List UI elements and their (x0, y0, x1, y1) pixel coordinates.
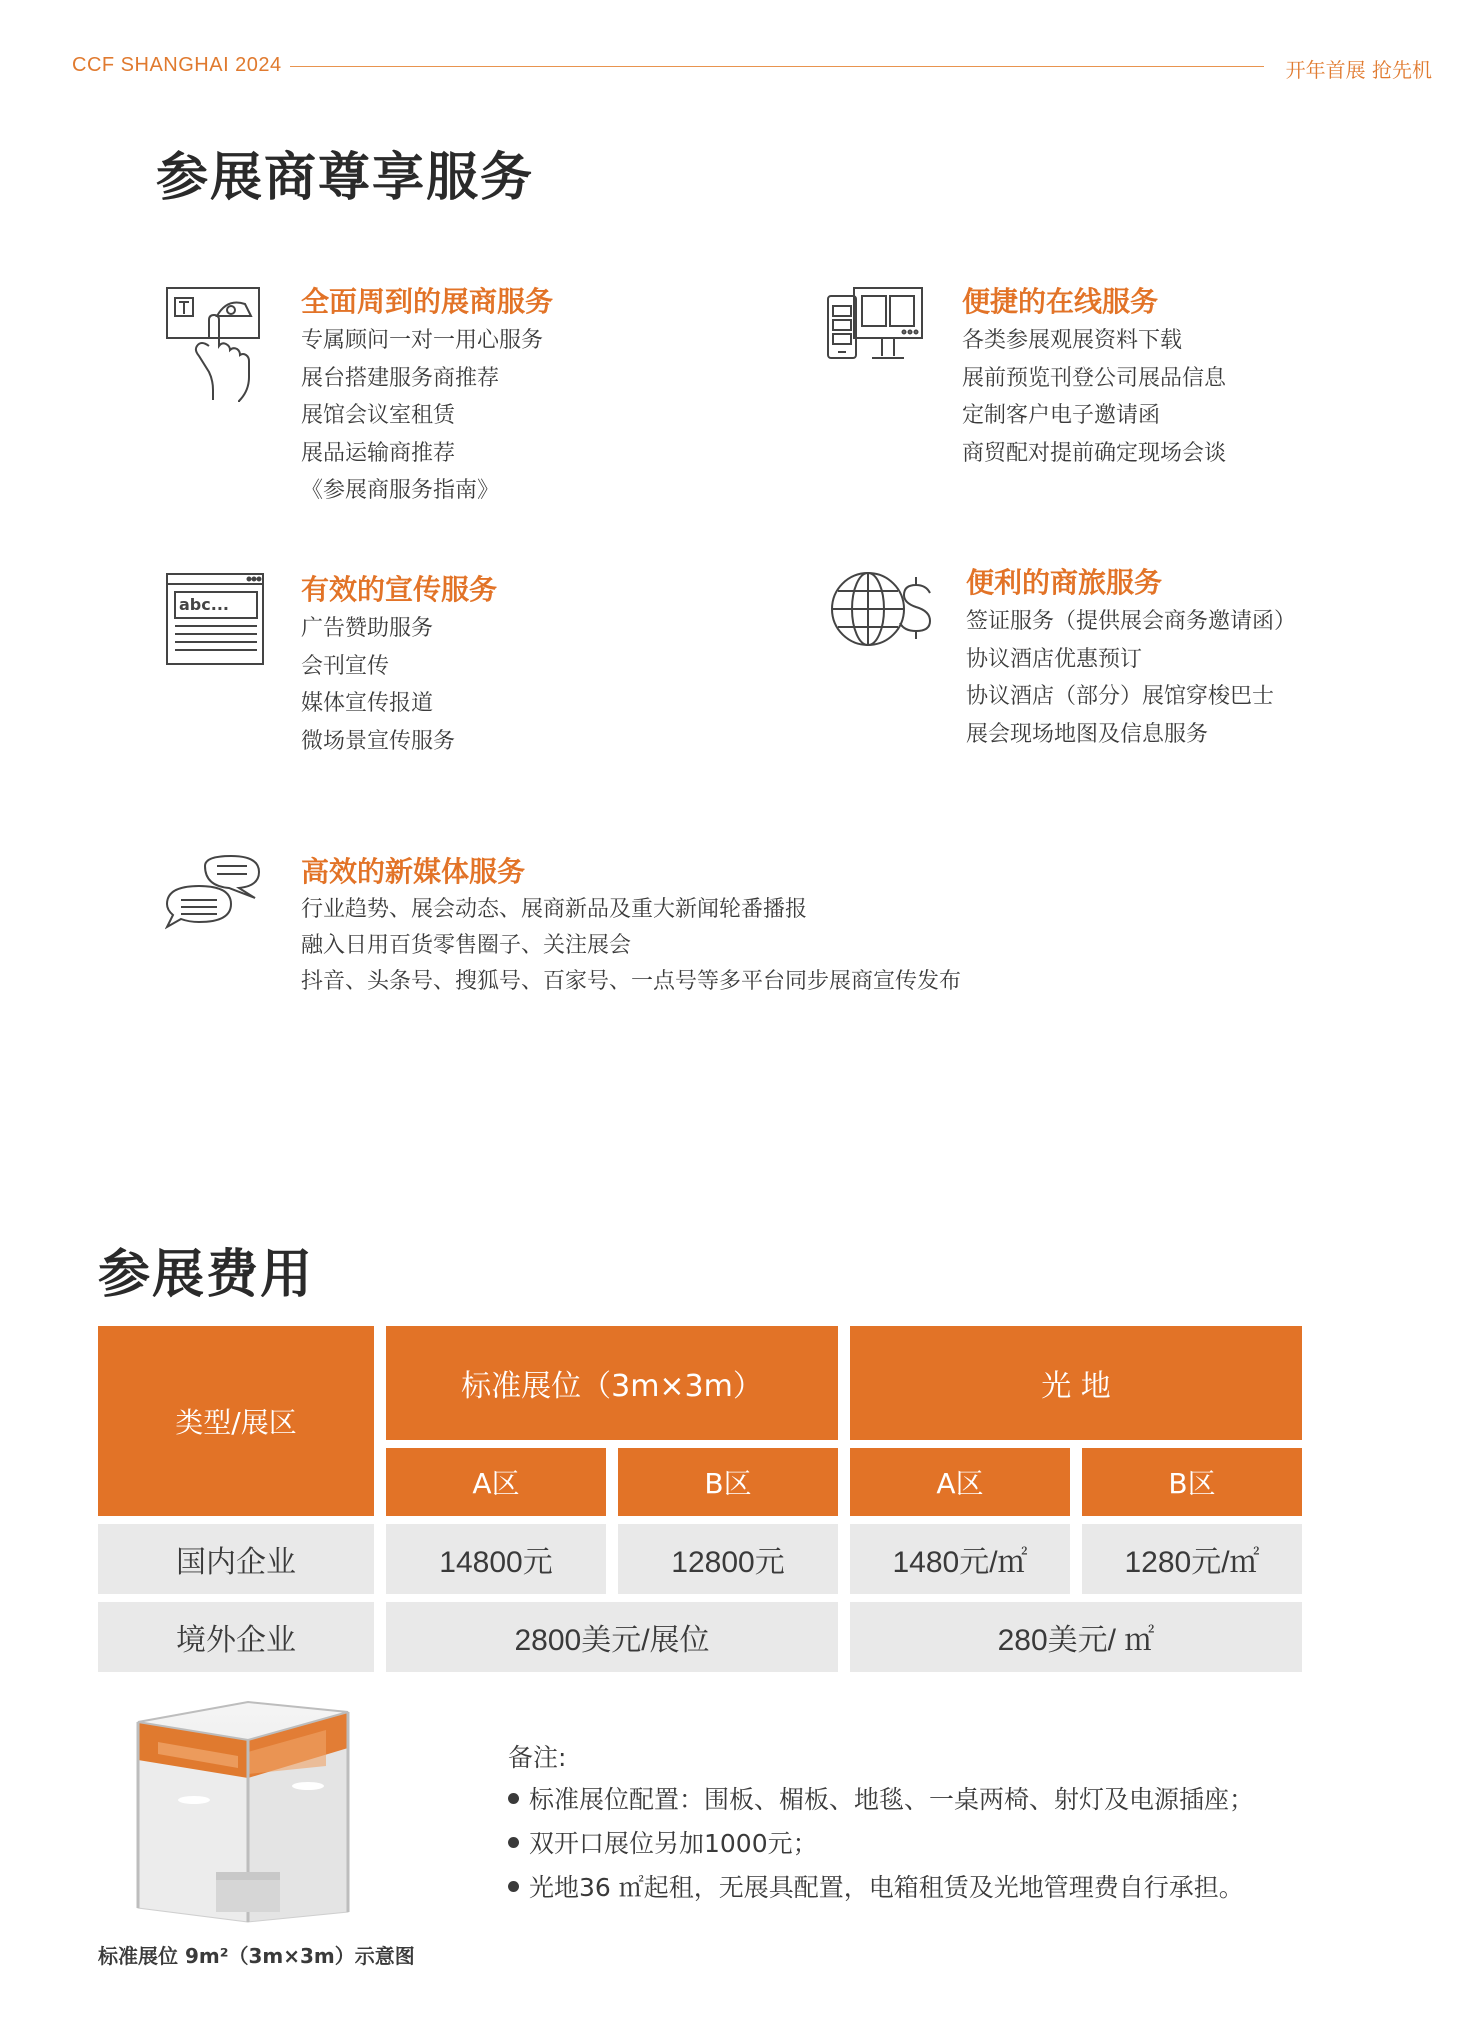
note-text: 双开口展位另加1000元； (529, 1829, 818, 1858)
note-item (508, 1822, 1254, 1866)
zone-b-header: B区 (618, 1448, 838, 1516)
services-title: 参展商尊享服务 (156, 148, 535, 208)
service-body (301, 854, 961, 1000)
service-title: 高效的新媒体服务 (301, 855, 526, 888)
domestic-raw-a: 1480元/㎡ (850, 1524, 1070, 1594)
header-event-name: CCF SHANGHAI 2024 (72, 54, 282, 76)
bullet-icon (508, 1793, 519, 1804)
service-body (962, 284, 1226, 472)
zone-b-header: B区 (1082, 1448, 1302, 1516)
service-item: 广告赞助服务 (301, 616, 434, 641)
note-text: 标准展位配置：围板、楣板、地毯、一桌两椅、射灯及电源插座； (529, 1785, 1255, 1814)
service-title: 全面周到的展商服务 (301, 285, 554, 318)
booth-caption: 标准展位 9m²（3m×3m）示意图 (98, 1944, 415, 1968)
notes-section (508, 1738, 1254, 1910)
note-text: 光地36 ㎡起租，无展具配置，电箱租赁及光地管理费自行承担。 (529, 1873, 1244, 1902)
chat-bubbles-icon (165, 852, 265, 970)
globe-dollar-icon (826, 565, 936, 683)
domestic-raw-b: 1280元/㎡ (1082, 1524, 1302, 1594)
bullet-icon (508, 1881, 519, 1892)
service-body (301, 284, 553, 510)
service-item: 协议酒店（部分）展馆穿梭巴士 (966, 684, 1275, 709)
web-page-icon (165, 572, 265, 690)
note-item (508, 1866, 1254, 1910)
service-item: 媒体宣传报道 (301, 691, 434, 716)
service-item: 融入日用百货零售圈子、关注展会 (301, 933, 632, 958)
domestic-label: 国内企业 (98, 1524, 374, 1594)
service-body (301, 572, 497, 760)
service-item: 专属顾问一对一用心服务 (301, 328, 544, 353)
service-list (301, 610, 497, 760)
service-title: 有效的宣传服务 (301, 573, 498, 606)
service-item: 展会现场地图及信息服务 (966, 721, 1209, 747)
service-item: 展台搭建服务商推荐 (301, 365, 500, 391)
touch-screen-icon (165, 284, 265, 402)
zone-a-header: A区 (386, 1448, 606, 1516)
service-item: 签证服务（提供展会商务邀请函） (966, 609, 1297, 634)
type-zone-header: 类型/展区 (98, 1326, 374, 1516)
service-item: 行业趋势、展会动态、展商新品及重大新闻轮番播报 (301, 897, 808, 922)
fees-table (86, 1318, 1314, 1680)
standard-booth-header: 标准展位（3m×3m） (386, 1326, 838, 1440)
service-title: 便利的商旅服务 (966, 566, 1163, 599)
overseas-raw: 280美元/ ㎡ (850, 1602, 1302, 1672)
service-list (301, 322, 553, 510)
service-list (962, 322, 1226, 472)
table-row (98, 1602, 1302, 1672)
service-item: 展品运输商推荐 (301, 440, 456, 466)
service-list (966, 603, 1296, 753)
notes-list (508, 1778, 1254, 1910)
service-list (301, 892, 961, 1000)
service-item: 各类参展观展资料下载 (962, 328, 1183, 353)
zone-a-header: A区 (850, 1448, 1070, 1516)
note-item (508, 1778, 1254, 1822)
service-title: 便捷的在线服务 (962, 285, 1159, 318)
overseas-std: 2800美元/展位 (386, 1602, 838, 1672)
table-row (98, 1524, 1302, 1594)
standard-booth-illustration (98, 1682, 378, 1930)
fees-title: 参展费用 (98, 1245, 315, 1305)
header-slogan: 开年首展 抢先机 (1285, 58, 1432, 82)
overseas-label: 境外企业 (98, 1602, 374, 1672)
icon-label: abc... (179, 595, 229, 614)
notes-title: 备注: (508, 1743, 567, 1772)
domestic-std-b: 12800元 (618, 1524, 838, 1594)
service-item: 抖音、头条号、搜狐号、百家号、一点号等多平台同步展商宣传发布 (301, 969, 962, 994)
raw-space-header: 光 地 (850, 1326, 1302, 1440)
bullet-icon (508, 1837, 519, 1848)
service-item: 微场景宣传服务 (301, 728, 456, 754)
header-divider (290, 66, 1264, 67)
devices-icon (826, 284, 926, 402)
service-item: 展前预览刊登公司展品信息 (962, 365, 1227, 391)
service-item: 商贸配对提前确定现场会谈 (962, 440, 1227, 466)
service-item: 会刊宣传 (301, 653, 390, 679)
service-item: 《参展商服务指南》 (301, 478, 500, 503)
service-item: 协议酒店优惠预订 (966, 646, 1143, 672)
service-item: 展馆会议室租赁 (301, 403, 456, 428)
service-body (966, 565, 1296, 753)
table-header-row (98, 1326, 1302, 1440)
page-header (72, 52, 1432, 84)
service-item: 定制客户电子邀请函 (962, 403, 1161, 428)
domestic-std-a: 14800元 (386, 1524, 606, 1594)
